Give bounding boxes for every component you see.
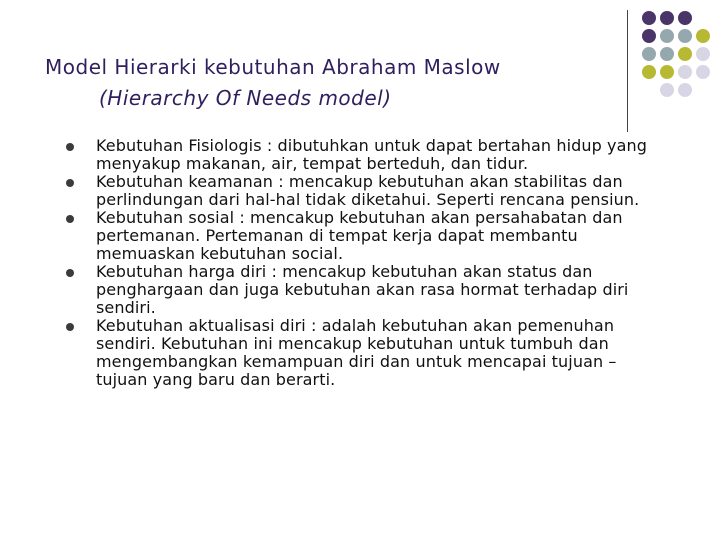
vertical-divider: [627, 10, 628, 132]
bullet-item-safety: [62, 173, 662, 209]
bullet-item-social: [62, 209, 662, 263]
decorative-dot: [660, 83, 674, 97]
bullet-marker: [66, 179, 74, 187]
bullet-text: Kebutuhan aktualisasi diri : adalah kebutuhan akan pemenuhan sendiri. Kebutuhan ini mencakup kebutuhan untuk tumbuh dan mengembangkan kemampuan diri dan untuk mencapai tujuan –tujuan yang baru dan berarti.: [96, 316, 617, 389]
bullet-marker: [66, 269, 74, 277]
decorative-dot: [696, 47, 710, 61]
title-line-2: (Hierarchy Of Needs model): [99, 86, 392, 110]
bullet-item-esteem: [62, 263, 662, 317]
decorative-dot: [660, 47, 674, 61]
slide-title: [40, 52, 560, 114]
bullet-text: Kebutuhan Fisiologis : dibutuhkan untuk dapat bertahan hidup yang menyakup makanan, air, tempat berteduh, dan tidur.: [96, 136, 648, 173]
bullet-text: Kebutuhan keamanan : mencakup kebutuhan akan stabilitas dan perlindungan dari hal-hal tidak diketahui. Seperti rencana pensiun.: [96, 172, 640, 209]
decorative-dot: [678, 65, 692, 79]
bullet-marker: [66, 143, 74, 151]
bullet-marker: [66, 323, 74, 331]
decorative-dot: [642, 29, 656, 43]
decorative-dot: [696, 65, 710, 79]
decorative-dot: [678, 29, 692, 43]
title-line-1: Model Hierarki kebutuhan Abraham Maslow: [45, 55, 501, 79]
decorative-dot-grid: [641, 10, 713, 100]
decorative-dot: [642, 65, 656, 79]
decorative-dot: [678, 11, 692, 25]
bullet-text: Kebutuhan harga diri : mencakup kebutuhan akan status dan penghargaan dan juga kebutuhan akan rasa hormat terhadap diri sendiri.: [96, 262, 629, 317]
decorative-dot: [678, 83, 692, 97]
bullet-list: [62, 137, 662, 389]
bullet-text: Kebutuhan sosial : mencakup kebutuhan akan persahabatan dan pertemanan. Pertemanan di tempat kerja dapat membantu memuaskan kebutuhan social.: [96, 208, 623, 263]
bullet-item-self-actualization: [62, 317, 662, 389]
decorative-dot: [660, 65, 674, 79]
decorative-dot: [642, 11, 656, 25]
decorative-dot: [660, 29, 674, 43]
decorative-dot: [660, 11, 674, 25]
decorative-dot: [696, 29, 710, 43]
decorative-dot: [642, 47, 656, 61]
bullet-marker: [66, 215, 74, 223]
bullet-item-physiological: [62, 137, 662, 173]
decorative-dot: [678, 47, 692, 61]
